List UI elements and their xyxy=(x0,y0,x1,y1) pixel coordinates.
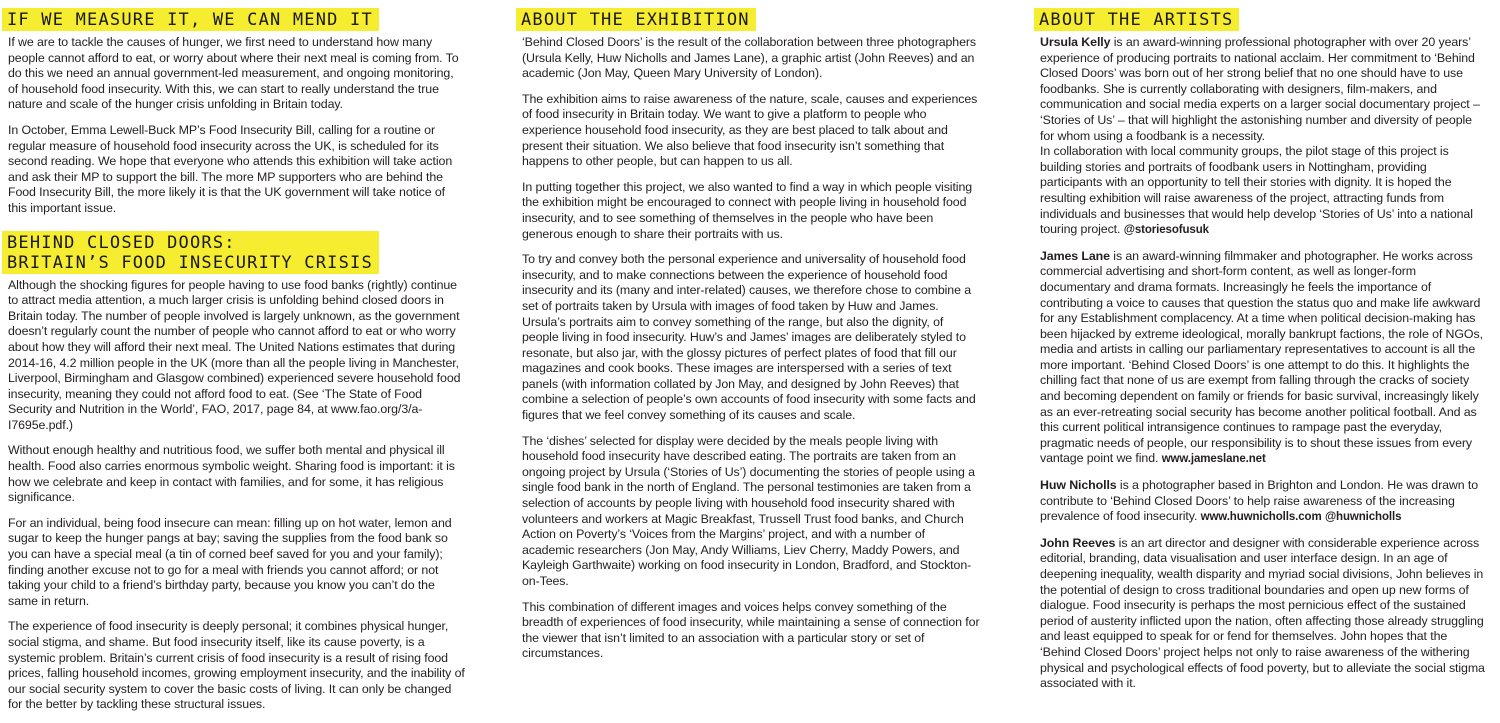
social-handle[interactable]: @huwnicholls xyxy=(1324,511,1402,524)
artist-name: James Lane xyxy=(1040,248,1110,263)
paragraph: The ‘dishes’ selected for display were decided by the meals people living with household food insecurity have described eating. The portraits are taken from an ongoing project by Ursula (‘Stories of Us’) documenting the stories of people using a single food bank in the north of England. The personal testimonies are taken from a selection of accounts by people living with household food insecurity shared with volunteers and workers at Magic Breakfast, Trussell Trust food banks, and Church Action on Poverty’s ‘Voices from the Margins’ project, and with a number of academic researchers (Jon May, Andy Williams, Liev Cherry, Maddy Powers, and Kayleigh Garthwaite) working on food insecurity in London, Bradford, and Stockton-on-Tees. xyxy=(522,433,975,588)
social-handle[interactable]: @storiesofusuk xyxy=(1123,224,1209,237)
heading-behind-closed-doors xyxy=(2,231,379,274)
paragraph: The experience of food insecurity is deeply personal; it combines physical hunger, social stigma, and shame. But food insecurity itself, like its cause poverty, is a systemic problem. Britain’s current crisis of food insecurity is a result of rising food prices, falling household incomes, growing employment insecurity, and the inability of our social security system to cover the basic costs of living. It can only be changed for the better by tackling these structural issues. xyxy=(8,619,465,712)
paragraph: Although the shocking figures for people having to use food banks (rightly) continue to attract media attention, a much larger crisis is unfolding behind closed doors in Britain today. The number of people involved is largely unknown, as the government doesn’t regularly count the number of people who cannot afford to eat or who worry about how they will afford their next meal. The United Nations estimates that during 2014-16, 4.2 million people in the UK (more than all the people living in Manchester, Liverpool, Birmingham and Glasgow combined) experienced severe household food insecurity, meaning they could not afford food to eat. (See ‘The State of Food Security and Nutrition in the World’, FAO, 2017, page 84, at www.fao.org/3/a-I7695e.pdf.) xyxy=(8,277,461,432)
paragraph: The exhibition aims to raise awareness of the nature, scale, causes and experiences of food insecurity in Britain today. We want to give a platform to people who experience household food insecurity, as they are best placed to talk about and present their situation. We also believe that food insecurity isn’t something that happens to other people, but can happen to us all. xyxy=(522,91,978,169)
heading-about-exhibition: ABOUT THE EXHIBITION xyxy=(516,8,756,31)
artist-name: Ursula Kelly xyxy=(1040,35,1111,49)
website-link[interactable]: www.huwnicholls.com xyxy=(1200,511,1322,524)
paragraph: Without enough healthy and nutritious food, we suffer both mental and physical ill health. Food also carries enormous symbolic weight. Sharing food is important: it is how we celebrate and keep in contact with families, and for some, it has religious significance. xyxy=(8,443,455,505)
heading-about-artists: ABOUT THE ARTISTS xyxy=(1034,8,1239,31)
paragraph: ‘Behind Closed Doors’ is the result of the collaboration between three photographers (Ursula Kelly, Huw Nicholls and James Lane), a graphic artist (John Reeves) and an academic (Jon May, Queen Mary University of London). xyxy=(522,35,977,81)
heading-line: BEHIND CLOSED DOORS: xyxy=(7,232,236,253)
column-measure xyxy=(8,8,466,723)
heading-measure: IF WE MEASURE IT, WE CAN MEND IT xyxy=(2,8,379,31)
bio-text: is an art director and designer with considerable experience across editorial, branding, data visualisation and user interface design. In an age of deepening inequality, wealth disparity and myriad social divisions, John believes in the potential of design to cross traditional boundaries and open up new forms of dialogue. Food insecurity is perhaps the most pernicious effect of the sustained period of austerity inflicted upon the nation, often affecting those already struggling and least equipped to speak for or fend for themselves. John hopes that the ‘Behind Closed Doors’ project helps not only to raise awareness of the withering physical and psychological effects of food poverty, but to alleviate the social stigma associated with it. xyxy=(1040,535,1485,691)
artist-bio-ursula-continued xyxy=(1040,144,1488,239)
bio-text: is an award-winning filmmaker and photographer. He works across commercial advertising and short-form content, as well as longer-form documentary and drama formats. Increasingly he feels the importance of contributing a voice to causes that question the status quo and make life awkward for any Establishment complacency. At a time when political decision-making has been hijacked by extreme ideological, morally bankrupt factions, the role of NGOs, media and artists in calling our parliamentary representatives to account is all the more important. ‘Behind Closed Doors’ is one attempt to do this. It highlights the chilling fact that none of us are exempt from falling through the cracks of society and becoming dependent on family or friends for basic survival, increasingly likely as an ever-retreating social security has become another political football. And as this current political intransigence continues to rampage past the everyday, pragmatic needs of people, our responsibility is to shout these issues from every vantage point we find. xyxy=(1040,248,1483,466)
artist-bio-huw xyxy=(1040,478,1488,526)
bio-text: is an award-winning professional photographer with over 20 years’ experience of producing portraits to national acclaim. Her commitment to ‘Behind Closed Doors’ was born out of her strong belief that no one should have to use foodbanks. She is currently collaborating with designers, film-makers, and communication and social media experts on a larger social documentary project – ‘Stories of Us’ – that will highlight the astonishing number and diversity of people for whom using a foodbank is a necessity. xyxy=(1040,35,1480,143)
bio-text: is a photographer based in Brighton and London. He was drawn to contribute to ‘Behind Closed Doors’ to help raise awareness of the increasing prevalence of food insecurity. xyxy=(1040,478,1479,524)
paragraph: To try and convey both the personal experience and universality of household food insecurity, and to make connections between the experience of household food insecurity and its (many and inter-related) causes, we therefore chose to combine a set of portraits taken by Ursula with images of food taken by Huw and James. Ursula’s portraits aim to convey something of the range, but also the dignity, of people living in food insecurity. Huw’s and James’ images are deliberately styled to resonate, but also jar, with the glossy pictures of perfect plates of food that fill our magazines and cook books. These images are interspersed with a series of text panels (with information collated by Jon May, and designed by John Reeves) that combine a selection of people’s own accounts of food insecurity with some facts and figures that we feel convey something of its causes and scale. xyxy=(522,252,976,423)
website-link[interactable]: www.jameslane.net xyxy=(1161,453,1266,466)
paragraph: In putting together this project, we also wanted to find a way in which people visiting the exhibition might be encouraged to connect with people living in household food insecurity, and to see something of themselves in the people who have been generous enough to share their portraits with us. xyxy=(522,179,973,241)
artist-name: John Reeves xyxy=(1040,535,1116,550)
paragraph: If we are to tackle the causes of hunger, we first need to understand how many people cannot afford to eat, or worry about where their next meal is coming from. To do this we need an annual government-led measurement, and ongoing monitoring, of household food insecurity. With this, we can start to really understand the true nature and scale of the hunger crisis unfolding in Britain today. xyxy=(8,35,459,112)
artist-bio-john xyxy=(1040,536,1488,692)
artist-name: Huw Nicholls xyxy=(1040,478,1117,493)
artist-bio-ursula xyxy=(1040,35,1488,144)
bio-text: In collaboration with local community groups, the pilot stage of this project is building stories and portraits of foodbank users in Nottingham, providing participants with an opportunity to tell their stories with dignity. It is hoped the resulting exhibition will raise awareness of the project, attracting funds from individuals and businesses that would help develop ‘Stories of Us’ into a national touring project. xyxy=(1040,144,1473,237)
paragraph: In October, Emma Lewell-Buck MP’s Food Insecurity Bill, calling for a routine or regular measure of household food insecurity across the UK, is scheduled for its second reading. We hope that everyone who attends this exhibition will take action and ask their MP to support the bill. The more MP supporters who are behind the Food Insecurity Bill, the more likely it is that the UK government will take notice of this important issue. xyxy=(8,122,453,215)
artist-bio-james xyxy=(1040,249,1488,468)
paragraph: This combination of different images and voices helps convey something of the breadth of experiences of food insecurity, while maintaining a sense of connection for the viewer that isn’t limited to an association with a particular story or set of circumstances. xyxy=(522,599,980,661)
column-exhibition xyxy=(522,8,980,672)
heading-line: BRITAIN’S FOOD INSECURITY CRISIS xyxy=(7,252,373,273)
column-artists xyxy=(1040,8,1488,702)
paragraph: For an individual, being food insecure can mean: filling up on hot water, lemon and sugar to keep the hunger pangs at bay; saving the supplies from the food bank so you can have a special meal (a tin of corned beef saved for you and your family); finding another excuse not to go for a meal with friends you cannot afford; or not taking your child to a friend’s birthday party, because you know you can’t do the same in return. xyxy=(8,515,452,608)
